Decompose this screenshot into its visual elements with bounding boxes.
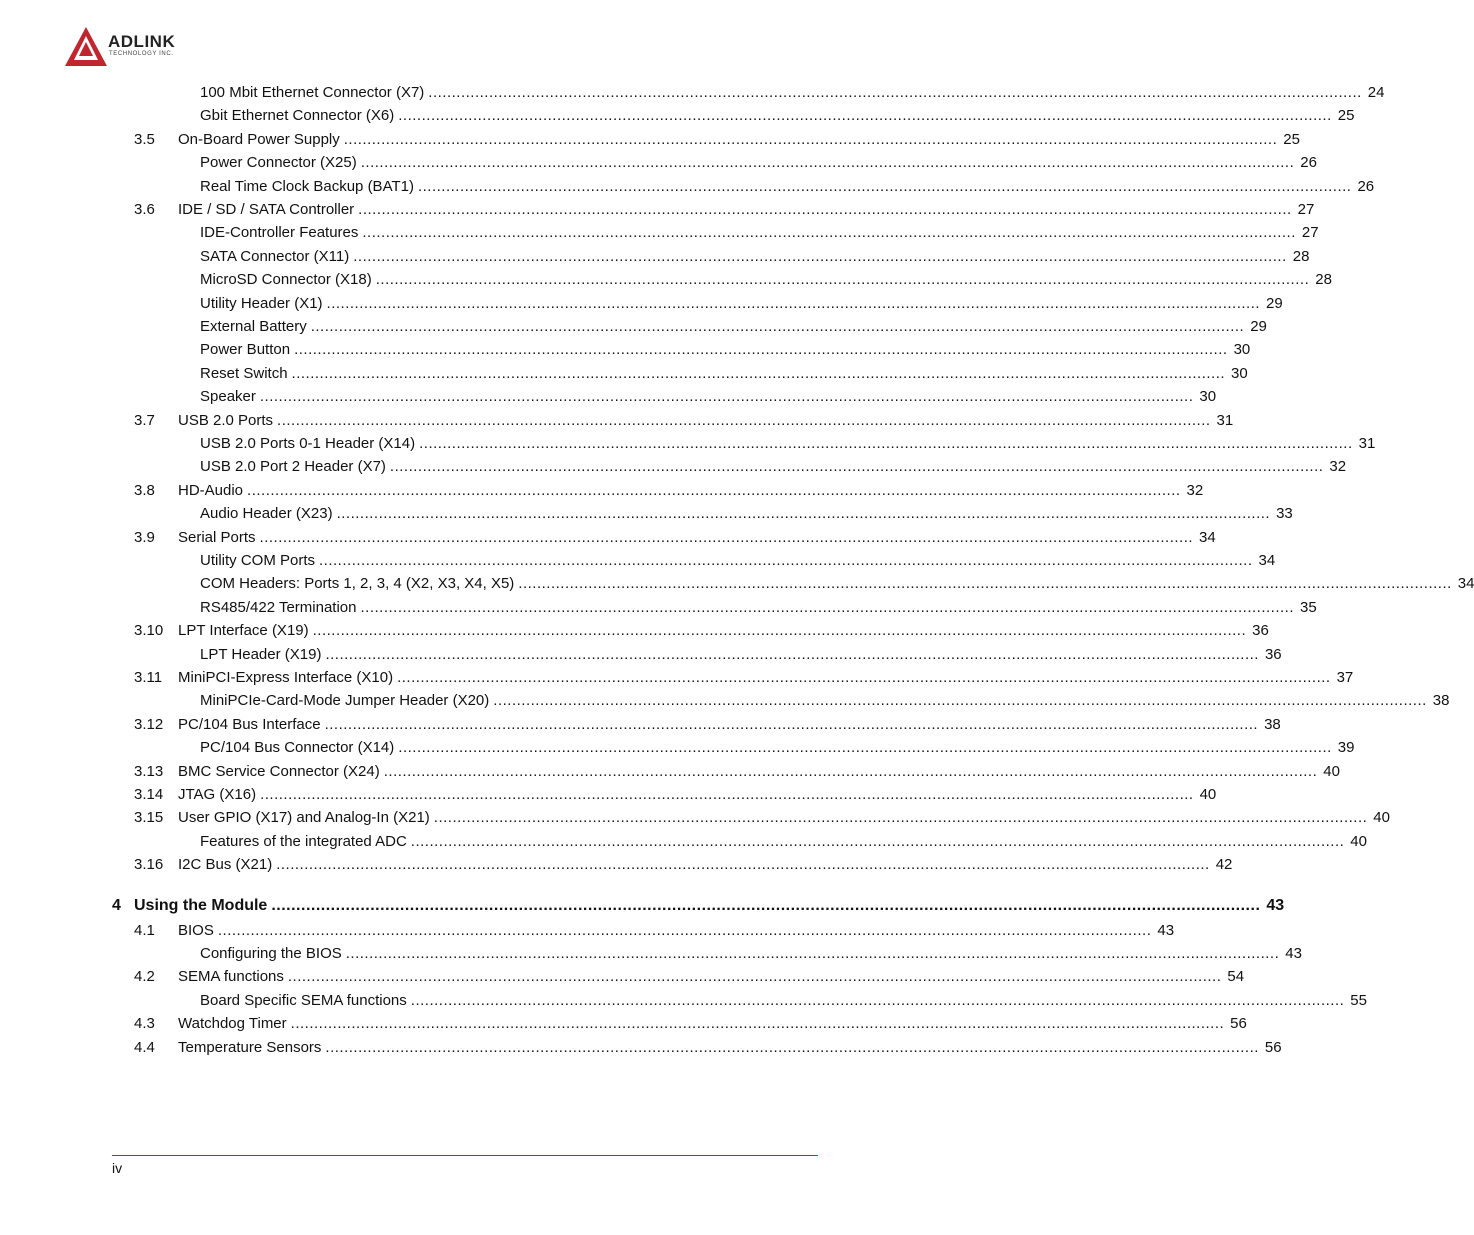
toc-entry-title: Features of the integrated ADC (200, 832, 411, 852)
toc-entry-page: 30 (1193, 387, 1216, 407)
toc-entry-leader-line (200, 434, 1376, 454)
toc-entry-number: 4.1 (134, 921, 155, 939)
toc-dot-leader: ........................................................................................................................................................................................................ (417, 177, 1352, 195)
toc-dot-leader: ........................................................................................................................................................................................................ (419, 435, 1353, 452)
toc-entry-title: Reset Switch (200, 364, 292, 384)
toc-dot-leader: ........................................................................................................................................................................................................ (397, 669, 1331, 686)
toc-entry-leader-line (200, 317, 1267, 337)
toc-entry-number: 3.8 (134, 481, 155, 499)
toc-entry[interactable] (0, 528, 1216, 548)
toc-entry[interactable] (0, 387, 1217, 407)
toc-entry-number: 4.2 (134, 968, 155, 986)
toc-entry-leader-line (178, 1014, 1247, 1034)
toc-entry-leader-line (178, 715, 1281, 735)
toc-entry-leader-line (200, 944, 1302, 964)
toc-entry-title: On-Board Power Supply (178, 130, 344, 150)
toc-entry[interactable] (0, 457, 1347, 477)
toc-entry-page: 28 (1309, 270, 1332, 290)
toc-entry-title: Speaker (200, 387, 260, 407)
toc-entry-page: 42 (1210, 855, 1233, 875)
toc-entry[interactable] (0, 504, 1293, 524)
toc-entry[interactable] (0, 621, 1269, 641)
toc-entry[interactable] (0, 855, 1233, 875)
toc-entry-leader-line (200, 598, 1317, 618)
toc-entry-leader-line (200, 645, 1282, 665)
toc-entry[interactable] (0, 481, 1204, 501)
toc-entry-page: 25 (1332, 106, 1355, 126)
toc-entry-page: 26 (1351, 177, 1374, 197)
toc-dot-leader: ........................................................................................................................................................................................................ (410, 991, 1345, 1009)
toc-entry[interactable] (0, 411, 1234, 431)
toc-entry-number: 3.6 (134, 201, 155, 218)
toc-entry-page: 27 (1292, 200, 1315, 220)
toc-entry-leader-line (200, 364, 1248, 384)
toc-dot-leader: ........................................................................................................................................................................................................ (247, 481, 1181, 499)
toc-entry-leader-line (178, 130, 1300, 150)
toc-entry-page: 34 (1193, 528, 1216, 548)
toc-entry-title: Temperature Sensors (178, 1038, 325, 1058)
toc-entry-title: USB 2.0 Port 2 Header (X7) (200, 457, 390, 477)
toc-entry-leader-line (178, 411, 1234, 431)
toc-dot-leader: ........................................................................................................................................................................................................ (324, 715, 1259, 733)
toc-dot-leader: ........................................................................................................................................................................................................ (277, 411, 1211, 429)
toc-entry-leader-line (200, 340, 1251, 360)
toc-entry[interactable] (0, 130, 1300, 150)
toc-entry-leader-line (178, 481, 1204, 501)
toc-entry-number: 3.16 (134, 856, 164, 874)
toc-dot-leader: ........................................................................................................................................................................................................ (362, 224, 1296, 242)
toc-entry-page: 40 (1344, 832, 1367, 852)
toc-dot-leader: ........................................................................................................................................................................................................ (312, 622, 1247, 640)
toc-entry-title: MiniPCI-Express Interface (X10) (178, 668, 397, 688)
toc-entry-title: JTAG (X16) (178, 785, 260, 805)
toc-entry-leader-line (178, 621, 1269, 641)
toc-entry[interactable] (0, 434, 1376, 454)
toc-dot-leader: ........................................................................................................................................................................................................ (291, 364, 1226, 382)
toc-entry-number: 3.5 (134, 130, 155, 148)
toc-entry-page: 38 (1258, 715, 1281, 735)
toc-entry-leader-line (178, 921, 1175, 941)
toc-entry-title: IDE-Controller Features (200, 223, 362, 243)
toc-entry-leader-line (200, 991, 1367, 1011)
toc-entry-leader-line (178, 762, 1340, 782)
toc-entry-leader-line (200, 223, 1319, 243)
toc-entry-title: External Battery (200, 317, 311, 337)
toc-entry-page: 38 (1427, 691, 1450, 711)
toc-entry-leader-line (178, 808, 1390, 828)
toc-dot-leader: ........................................................................................................................................................................................................ (389, 458, 1324, 476)
toc-dot-leader: ........................................................................................................................................................................................................ (217, 921, 1152, 939)
toc-entry-page: 33 (1270, 504, 1293, 524)
toc-dot-leader: ........................................................................................................................................................................................................ (260, 786, 1194, 803)
adlink-logo (64, 26, 204, 70)
toc-entry-page: 43 (1151, 921, 1174, 941)
toc-entry-number: 3.11 (134, 669, 163, 686)
toc-entry-leader-line (178, 1038, 1282, 1058)
toc-entry-number: 4.3 (134, 1015, 155, 1033)
toc-entry[interactable] (0, 691, 1450, 711)
toc-dot-leader: ........................................................................................................................................................................................................ (310, 318, 1245, 335)
toc-entry-title: COM Headers: Ports 1, 2, 3, 4 (X2, X3, X4, X5) (200, 574, 518, 594)
toc-entry-page: 30 (1225, 364, 1248, 384)
toc-entry-page: 40 (1317, 762, 1340, 782)
toc-entry-page: 55 (1344, 991, 1367, 1011)
toc-entry-page: 56 (1224, 1014, 1247, 1034)
toc-entry-page: 35 (1294, 598, 1317, 618)
toc-entry-leader-line (200, 832, 1367, 852)
toc-entry-title: Using the Module (134, 896, 271, 916)
toc-entry[interactable] (0, 832, 1367, 852)
toc-dot-leader: ........................................................................................................................................................................................................ (358, 201, 1292, 218)
toc-dot-leader: ........................................................................................................................................................................................................ (383, 762, 1318, 780)
toc-dot-leader: ........................................................................................................................................................................................................ (294, 341, 1228, 359)
toc-entry[interactable] (0, 991, 1367, 1011)
toc-entry-number: 3.9 (134, 528, 155, 546)
toc-dot-leader: ........................................................................................................................................................................................................ (360, 154, 1295, 172)
toc-entry-leader-line (178, 855, 1233, 875)
toc-dot-leader: ........................................................................................................................................................................................................ (336, 505, 1271, 523)
toc-entry-title: I2C Bus (X21) (178, 855, 276, 875)
toc-entry-page: 36 (1259, 645, 1282, 665)
toc-entry-title: Gbit Ethernet Connector (X6) (200, 106, 398, 126)
toc-entry-title: Board Specific SEMA functions (200, 991, 411, 1011)
toc-entry[interactable] (0, 247, 1310, 267)
toc-dot-leader: ........................................................................................................................................................................................................ (398, 739, 1332, 757)
toc-entry[interactable] (0, 944, 1302, 964)
brand-name: ADLINK (108, 32, 176, 51)
toc-entry-leader-line (178, 967, 1245, 987)
toc-entry-page: 32 (1181, 481, 1204, 501)
toc-entry-page: 37 (1331, 668, 1354, 688)
toc-entry-leader-line (200, 247, 1310, 267)
toc-entry[interactable] (0, 106, 1355, 126)
toc-entry-leader-line (200, 270, 1332, 290)
toc-dot-leader: ........................................................................................................................................................................................................ (353, 247, 1287, 265)
toc-dot-leader: ........................................................................................................................................................................................................ (375, 271, 1310, 289)
toc-entry[interactable] (0, 967, 1245, 987)
toc-entry-page: 40 (1367, 808, 1390, 828)
toc-entry-title: SATA Connector (X11) (200, 247, 353, 267)
toc-entry-title: USB 2.0 Ports (178, 411, 277, 431)
toc-entry-number: 3.12 (134, 715, 164, 733)
toc-entry[interactable] (0, 574, 1474, 594)
toc-dot-leader: ........................................................................................................................................................................................................ (410, 832, 1345, 850)
toc-dot-leader: ........................................................................................................................................................................................................ (326, 294, 1261, 312)
toc-entry[interactable] (0, 223, 1319, 243)
toc-entry-title: Audio Header (X23) (200, 504, 337, 524)
toc-entry[interactable] (0, 896, 1285, 916)
toc-entry[interactable] (0, 153, 1317, 173)
toc-dot-leader: ........................................................................................................................................................................................................ (287, 968, 1222, 986)
toc-entry-title: 100 Mbit Ethernet Connector (X7) (200, 83, 428, 103)
toc-entry-number: 3.14 (134, 786, 164, 803)
toc-entry-page: 29 (1260, 294, 1283, 314)
toc-entry-title: IDE / SD / SATA Controller (178, 200, 358, 220)
toc-dot-leader: ........................................................................................................................................................................................................ (493, 692, 1427, 710)
toc-dot-leader: ........................................................................................................................................................................................................ (325, 645, 1259, 663)
toc-entry[interactable] (0, 177, 1375, 197)
brand-tagline: TECHNOLOGY INC. (109, 51, 174, 57)
toc-entry[interactable] (0, 364, 1248, 384)
toc-entry-title: PC/104 Bus Interface (178, 715, 325, 735)
toc-dot-leader: ........................................................................................................................................................................................................ (319, 552, 1253, 569)
footer-divider (112, 1155, 818, 1156)
toc-entry-leader-line (200, 574, 1474, 594)
toc-entry-number: 3.15 (134, 809, 164, 827)
toc-entry-leader-line (200, 294, 1283, 314)
toc-entry-title: LPT Header (X19) (200, 645, 325, 665)
toc-entry-leader-line (200, 551, 1276, 571)
toc-entry-leader-line (178, 200, 1315, 220)
toc-entry-title: Utility Header (X1) (200, 294, 327, 314)
toc-entry[interactable] (0, 1014, 1247, 1034)
toc-entry-title: Configuring the BIOS (200, 944, 346, 964)
toc-entry-title: BIOS (178, 921, 218, 941)
toc-entry-page: 36 (1246, 621, 1269, 641)
toc-entry-page: 30 (1228, 340, 1251, 360)
toc-entry-leader-line (178, 785, 1217, 805)
toc-entry-page: 27 (1296, 223, 1319, 243)
toc-entry-title: BMC Service Connector (X24) (178, 762, 384, 782)
toc-dot-leader: ........................................................................................................................................................................................................ (276, 856, 1210, 874)
toc-entry-title: Real Time Clock Backup (BAT1) (200, 177, 418, 197)
toc-dot-leader: ........................................................................................................................................................................................................ (271, 896, 1261, 914)
toc-entry-leader-line (178, 668, 1354, 688)
toc-dot-leader: ........................................................................................................................................................................................................ (518, 575, 1452, 593)
toc-entry[interactable] (0, 645, 1282, 665)
toc-entry[interactable] (0, 270, 1332, 290)
toc-entry-page: 29 (1244, 317, 1267, 337)
toc-entry-leader-line (200, 457, 1347, 477)
toc-dot-leader: ........................................................................................................................................................................................................ (259, 528, 1194, 546)
toc-entry[interactable] (0, 317, 1267, 337)
toc-entry[interactable] (0, 294, 1283, 314)
toc-entry-page: 56 (1259, 1038, 1282, 1058)
toc-entry-page: 25 (1277, 130, 1300, 150)
toc-entry[interactable] (0, 598, 1317, 618)
toc-entry[interactable] (0, 762, 1340, 782)
toc-entry-title: USB 2.0 Ports 0-1 Header (X14) (200, 434, 419, 454)
toc-entry-title: HD-Audio (178, 481, 247, 501)
toc-entry-title: MicroSD Connector (X18) (200, 270, 376, 290)
toc-entry-number: 3.7 (134, 411, 155, 429)
toc-entry[interactable] (0, 83, 1385, 103)
toc-dot-leader: ........................................................................................................................................................................................................ (343, 130, 1278, 148)
logo-triangle-icon (64, 26, 108, 68)
toc-entry-number: 3.10 (134, 622, 164, 640)
toc-entry-leader-line (200, 177, 1375, 197)
toc-entry[interactable] (0, 808, 1390, 828)
toc-entry-title: Watchdog Timer (178, 1014, 291, 1034)
toc-dot-leader: ........................................................................................................................................................................................................ (290, 1015, 1225, 1033)
toc-entry-title: SEMA functions (178, 967, 288, 987)
footer-page-number: iv (112, 1160, 123, 1176)
toc-entry[interactable] (0, 340, 1251, 360)
toc-entry-leader-line (200, 738, 1355, 758)
toc-entry-leader-line (200, 504, 1293, 524)
toc-entry-leader-line (134, 896, 1285, 916)
toc-entry-page: 40 (1194, 785, 1217, 805)
toc-entry-title: RS485/422 Termination (200, 598, 361, 618)
toc-entry[interactable] (0, 551, 1276, 571)
toc-entry[interactable] (0, 738, 1355, 758)
toc-entry-page: 31 (1211, 411, 1234, 431)
toc-entry-leader-line (200, 387, 1217, 407)
toc-entry[interactable] (0, 668, 1354, 688)
toc-entry-title: LPT Interface (X19) (178, 621, 313, 641)
toc-entry[interactable] (0, 921, 1175, 941)
toc-entry-title: User GPIO (X17) and Analog-In (X21) (178, 808, 434, 828)
toc-entry-title: Power Button (200, 340, 294, 360)
toc-entry[interactable] (0, 1038, 1282, 1058)
toc-entry[interactable] (0, 715, 1281, 735)
toc-entry-title: Serial Ports (178, 528, 260, 548)
toc-entry-page: 34 (1452, 574, 1474, 594)
toc-entry-page: 26 (1294, 153, 1317, 173)
toc-entry-number: 4 (112, 896, 121, 914)
toc-entry-number: 3.13 (134, 762, 164, 780)
toc-dot-leader: ........................................................................................................................................................................................................ (398, 107, 1332, 125)
toc-entry-title: Power Connector (X25) (200, 153, 361, 173)
toc-entry-page: 24 (1362, 83, 1385, 103)
toc-entry[interactable] (0, 785, 1217, 805)
toc-dot-leader: ........................................................................................................................................................................................................ (360, 598, 1294, 616)
toc-entry-page: 31 (1353, 434, 1376, 454)
toc-entry-page: 39 (1332, 738, 1355, 758)
toc-dot-leader: ........................................................................................................................................................................................................ (325, 1038, 1259, 1056)
toc-entry-leader-line (200, 83, 1385, 103)
toc-dot-leader: ........................................................................................................................................................................................................ (259, 388, 1194, 406)
toc-entry-page: 32 (1323, 457, 1346, 477)
toc-entry-title: PC/104 Bus Connector (X14) (200, 738, 398, 758)
toc-entry-title: MiniPCIe-Card-Mode Jumper Header (X20) (200, 691, 493, 711)
toc-entry-leader-line (200, 153, 1317, 173)
toc-dot-leader: ........................................................................................................................................................................................................ (433, 809, 1368, 827)
toc-entry-page: 54 (1221, 967, 1244, 987)
toc-entry-page: 28 (1287, 247, 1310, 267)
toc-entry-leader-line (178, 528, 1216, 548)
toc-entry-number: 4.4 (134, 1038, 155, 1056)
toc-entry[interactable] (0, 200, 1315, 220)
toc-dot-leader: ........................................................................................................................................................................................................ (345, 945, 1280, 962)
toc-dot-leader: ........................................................................................................................................................................................................ (428, 84, 1362, 101)
toc-entry-leader-line (200, 691, 1450, 711)
toc-entry-page: 43 (1279, 944, 1302, 964)
toc-entry-page: 43 (1260, 896, 1284, 916)
toc-entry-page: 34 (1253, 551, 1276, 571)
toc-entry-leader-line (200, 106, 1355, 126)
toc-entry-title: Utility COM Ports (200, 551, 319, 571)
